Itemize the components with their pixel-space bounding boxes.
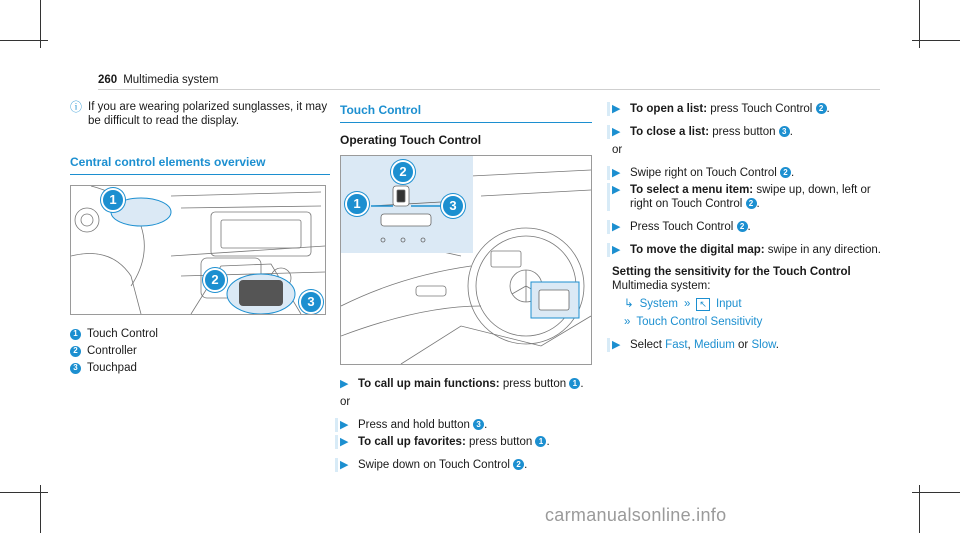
path-start-icon: ↳ <box>624 298 634 310</box>
badge-3: 3 <box>779 126 790 137</box>
option-or: or <box>734 339 752 351</box>
step-arrow-icon: ▶ <box>340 378 349 390</box>
step-arrow-icon: ▶ <box>335 418 352 432</box>
badge-1: 1 <box>535 436 546 447</box>
step-arrow-icon: ▶ <box>607 166 624 180</box>
badge-2: 2 <box>816 103 827 114</box>
step-bold: To call up main functions: <box>358 378 500 390</box>
legend-label: Touch Control <box>87 328 158 340</box>
step-text: press button <box>709 126 779 138</box>
step-swipe-down: ▶ Swipe down on Touch Control 2 . <box>340 458 592 472</box>
step-text: press button <box>465 436 536 448</box>
info-icon: ⓘ <box>70 100 83 114</box>
step-arrow-icon: ▶ <box>335 458 352 472</box>
legend-number: 3 <box>70 363 81 374</box>
column-right <box>612 100 882 352</box>
crop-mark <box>0 492 48 493</box>
option-slow[interactable]: Slow <box>751 339 776 351</box>
path-separator-icon: » <box>683 298 691 310</box>
badge-2: 2 <box>513 459 524 470</box>
step-favorites: ▶ To call up favorites: press button 1 . <box>340 435 592 449</box>
step-arrow-icon: ▶ <box>335 435 352 449</box>
crop-mark <box>912 492 960 493</box>
or-text: or <box>340 396 351 408</box>
step-text: Swipe right on Touch Control <box>630 167 781 179</box>
step-select-sensitivity: ▶ Select Fast, Medium or Slow. <box>612 338 882 352</box>
central-legend <box>70 327 330 375</box>
step-text: Swipe down on Touch Control <box>358 459 514 471</box>
step-text: Press and hold button <box>358 419 474 431</box>
page-number: 260 <box>98 74 118 86</box>
badge-2: 2 <box>746 198 757 209</box>
legend-item <box>70 327 330 341</box>
legend-item <box>70 361 330 375</box>
step-press-hold: ▶ Press and hold button 3 . <box>340 418 592 432</box>
legend-label: Touchpad <box>87 362 137 374</box>
step-open-list: ▶ To open a list: press Touch Control 2 . <box>612 102 882 116</box>
central-title: Central control elements overview <box>70 155 330 175</box>
step-bold: To open a list: <box>630 103 708 115</box>
note-text: If you are wearing polarized sunglasses, it may be difficult to read the display. <box>88 101 328 127</box>
column-left <box>70 100 330 378</box>
callout-3: 3 <box>299 290 323 314</box>
step-arrow-icon: ▶ <box>607 243 624 257</box>
callout-2: 2 <box>203 268 227 292</box>
callout-3: 3 <box>441 194 465 218</box>
step-move-map <box>612 243 882 257</box>
touch-title: Touch Control <box>340 103 592 123</box>
step-close-list: ▶ To close a list: press button 3 . <box>612 125 882 139</box>
callout-1: 1 <box>345 192 369 216</box>
sensitivity-subtitle: Multimedia system: <box>612 280 711 292</box>
badge-2: 2 <box>780 167 791 178</box>
step-arrow-icon: ▶ <box>607 338 624 352</box>
step-arrow-icon: ▶ <box>607 102 624 116</box>
option-fast[interactable]: Fast <box>665 339 688 351</box>
step-text: press button <box>499 378 570 390</box>
menu-path-row <box>612 315 882 329</box>
badge-1: 1 <box>569 378 580 389</box>
path-input[interactable]: Input <box>715 298 742 310</box>
note <box>70 100 330 128</box>
step-bold: To move the digital map: <box>630 244 765 256</box>
badge-3: 3 <box>473 419 484 430</box>
path-system[interactable]: System <box>639 298 678 310</box>
step-arrow-icon: ▶ <box>607 183 624 211</box>
step-bold: To select a menu item: <box>630 184 754 196</box>
step-text: Press Touch Control <box>630 221 737 233</box>
step-text: swipe up, down, left or right on Touch Control <box>630 184 871 210</box>
sensitivity-title: Setting the sensitivity for the Touch Control <box>612 266 851 278</box>
header-divider <box>98 89 880 90</box>
column-middle <box>340 100 592 472</box>
touch-illustration <box>341 156 591 364</box>
path-separator-icon: » <box>624 316 631 328</box>
badge-2: 2 <box>737 221 748 232</box>
central-figure <box>70 185 326 315</box>
option-medium[interactable]: Medium <box>693 339 735 351</box>
step-bold: To call up favorites: <box>358 436 466 448</box>
or-text: or <box>612 144 623 156</box>
step-main-functions: ▶ To call up main functions: press button 1 . <box>340 378 584 390</box>
touch-subtitle: Operating Touch Control <box>340 133 482 147</box>
step-swipe-right: ▶ Swipe right on Touch Control 2 . <box>612 166 882 180</box>
crop-mark <box>912 40 960 41</box>
select-prefix: Select <box>630 339 666 351</box>
input-icon: ↖ <box>696 298 710 311</box>
touch-figure <box>340 155 592 365</box>
callout-1: 1 <box>101 188 125 212</box>
step-arrow-icon: ▶ <box>607 125 624 139</box>
step-select-menu-item: ▶ To select a menu item: swipe up, down, left or right on Touch Control 2 . <box>612 183 882 211</box>
step-bold: To close a list: <box>630 126 710 138</box>
step-text: swipe in any direction. <box>764 244 881 256</box>
legend-number: 1 <box>70 329 81 340</box>
legend-label: Controller <box>87 345 137 357</box>
crop-mark <box>0 40 48 41</box>
callout-2: 2 <box>391 160 415 184</box>
watermark: carmanualsonline.info <box>545 505 727 525</box>
step-text: press Touch Control <box>707 103 816 115</box>
step-press-touch: ▶ Press Touch Control 2 . <box>612 220 882 234</box>
section-name: Multimedia system <box>123 74 219 86</box>
page-header <box>98 74 218 86</box>
step-arrow-icon: ▶ <box>607 220 624 234</box>
legend-number: 2 <box>70 346 81 357</box>
path-touch-sensitivity[interactable]: Touch Control Sensitivity <box>636 316 763 328</box>
legend-item <box>70 344 330 358</box>
menu-path-row <box>612 297 882 311</box>
